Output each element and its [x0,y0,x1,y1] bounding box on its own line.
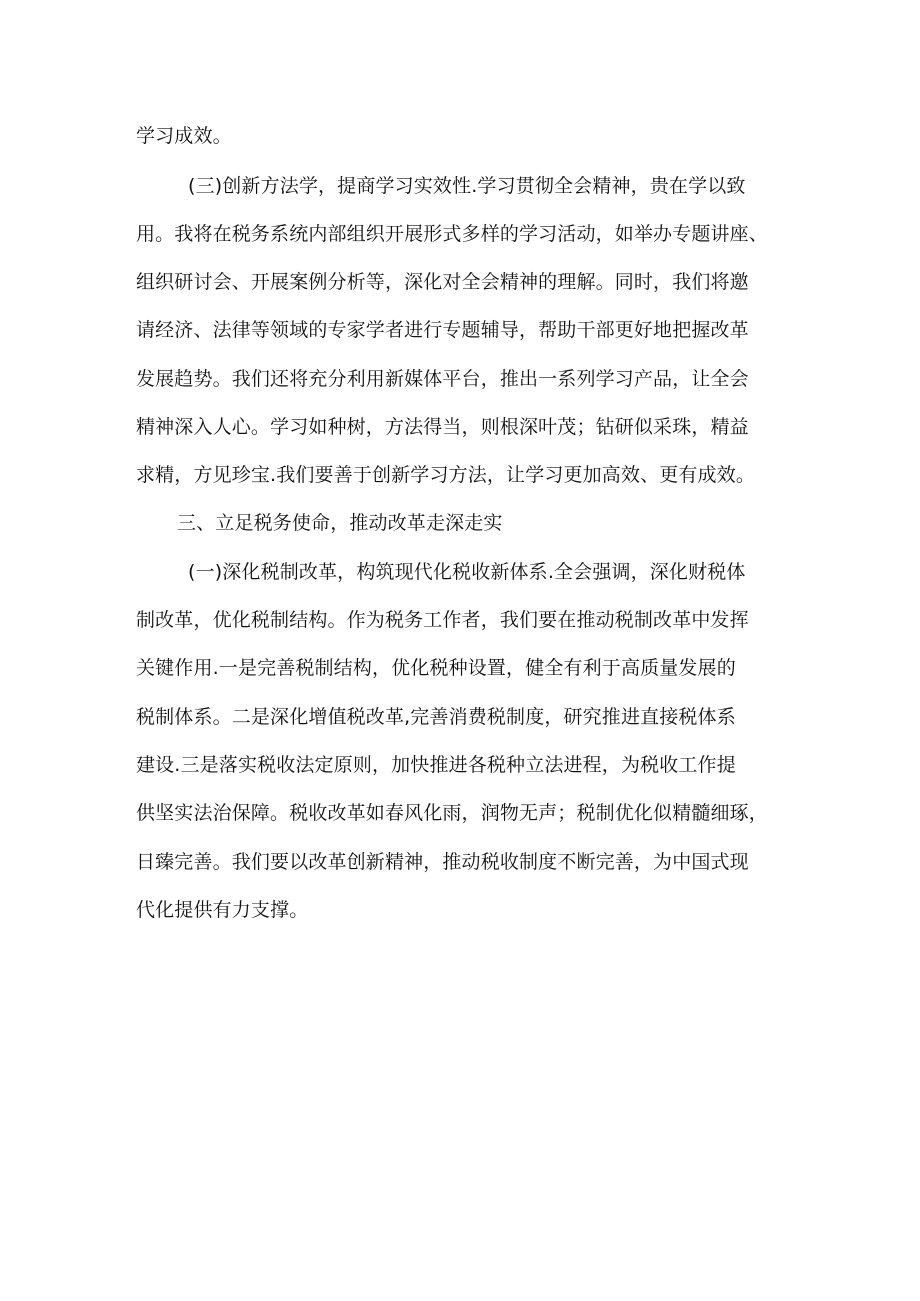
text-line: 学习成效。 [136,125,232,147]
paragraph-first-line: (一)深化税制改革，构筑现代化税收新体系.全会强调，深化财税体 [188,561,746,583]
text-line: 组织研讨会、开展案例分析等，深化对全会精神的理解。同时，我们将邀 [136,271,749,293]
text-line: 发展趋势。我们还将充分利用新媒体平台，推出一系列学习产品，让全会 [136,368,749,390]
text-line: 代化提供有力支撑。 [136,899,309,921]
text-line: 日臻完善。我们要以改革创新精神，推动税收制度不断完善，为中国式现 [136,851,749,873]
text-line: 用。我将在税务系统内部组织开展形式多样的学习活动，如举办专题讲座、 [136,223,768,245]
section-heading: 三、立足税务使命，推动改革走深走实 [177,512,503,534]
text-line: 求精，方见珍宝.我们要善于创新学习方法，让学习更加高效、更有成效。 [136,464,755,486]
text-line: 税制体系。二是深化增值税改革,完善消费税制度，研究推进直接税体系 [136,706,736,728]
text-line: 请经济、法律等领域的专家学者进行专题辅导，帮助干部更好地把握改革 [136,319,749,341]
text-line: 精神深入人心。学习如种树，方法得当，则根深叶茂；钻研似采珠，精益 [136,416,749,438]
text-line: 关键作用.一是完善税制结构，优化税种设置，健全有利于高质量发展的 [136,657,736,679]
text-line: 建设.三是落实税收法定原则，加快推进各税种立法进程，为税收工作提 [136,754,736,776]
text-line: 制改革，优化税制结构。作为税务工作者，我们要在推动税制改革中发挥 [136,609,749,631]
paragraph-first-line: (三)创新方法学，提商学习实效性.学习贯彻全会精神，贵在学以致 [188,175,746,197]
text-line: 供坚实法治保障。税收改革如春风化雨，润物无声；税制优化似精髓细琢， [136,802,768,824]
